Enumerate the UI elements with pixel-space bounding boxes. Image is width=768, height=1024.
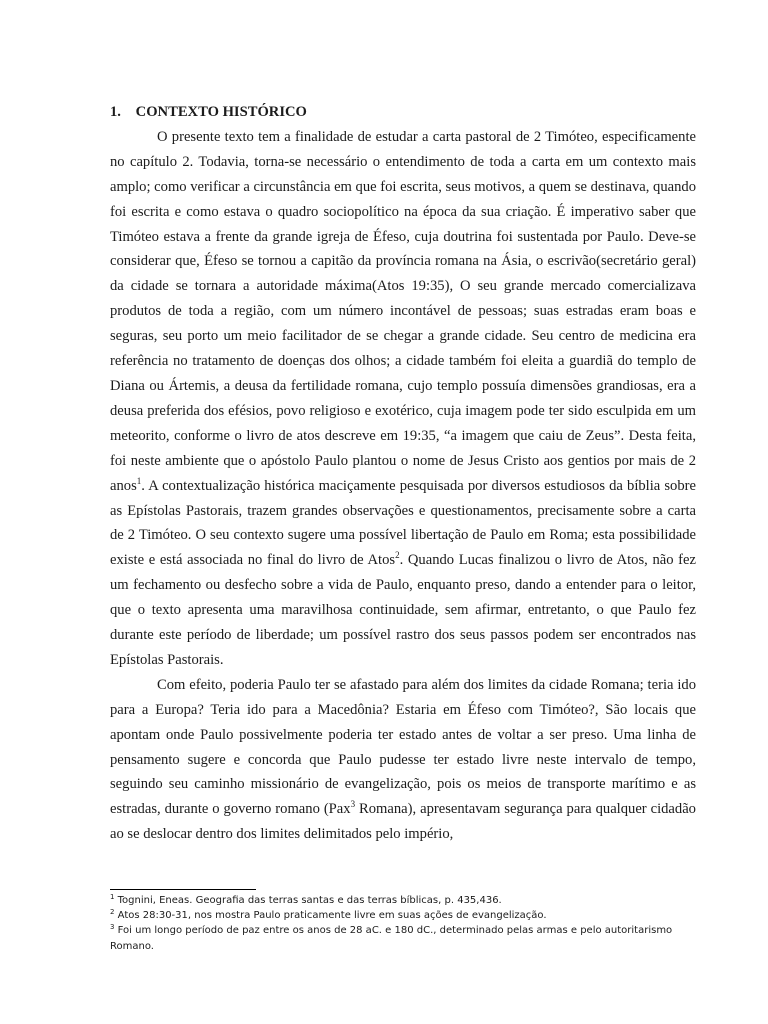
- section-title: CONTEXTO HISTÓRICO: [135, 104, 307, 120]
- footnote-separator: [110, 889, 256, 890]
- footnote-1-number: 1: [110, 893, 115, 901]
- footnote-1-text: Tognini, Eneas. Geografia das terras santas e das terras bíblicas, p. 435,436.: [114, 895, 502, 906]
- paragraph-2: [110, 673, 696, 847]
- paragraph-2-text-b: Romana), apresentavam segurança para qualquer cidadão ao se deslocar dentro dos limites delimitados pelo império,: [110, 801, 696, 843]
- document-page: [110, 96, 696, 847]
- footnotes: [110, 893, 700, 954]
- paragraph-1: [110, 125, 696, 673]
- paragraph-1-text-c: . Quando Lucas finalizou o livro de Atos, não fez um fechamento ou desfecho sobre a vida de Paulo, enquanto preso, dando a entender para o leitor, que o texto apresenta uma maravilhosa continuidade, sem afirmar, entretanto, o que Paulo fez durante este período de liberdade; um possível rastro dos seus passos podem ser encontrados nas Epístolas Pastorais.: [110, 552, 696, 668]
- footnote-ref-3: 3: [350, 799, 356, 810]
- section-heading: [110, 96, 696, 125]
- footnote-ref-1: 1: [136, 475, 142, 486]
- footnote-3-text: Foi um longo período de paz entre os anos de 28 aC. e 180 dC., determinado pelas armas e pelo autoritarismo Romano.: [110, 925, 673, 952]
- section-number: 1.: [110, 104, 121, 120]
- footnote-2: [110, 908, 700, 923]
- footnote-2-number: 2: [110, 908, 115, 917]
- footnote-1: [110, 893, 700, 908]
- paragraph-1-text-b: . A contextualização histórica maciçamente pesquisada por diversos estudiosos da bíblia sobre as Epístolas Pastorais, trazem grandes observações e questionamentos, precisamente sobre a carta de 2 Timóteo. O seu contexto sugere uma possível libertação de Paulo em Roma; esta possibilidade existe e está associada no final do livro de Atos: [110, 477, 696, 569]
- footnote-2-text: Atos 28:30-31, nos mostra Paulo praticamente livre em suas ações de evangelização.: [114, 910, 547, 922]
- paragraph-1-text-a: O presente texto tem a finalidade de estudar a carta pastoral de 2 Timóteo, especificamente no capítulo 2. Todavia, torna-se necessário o entendimento de toda a carta em um contexto mais amplo; como verificar a circunstância em que foi escrita, seus motivos, a quem se destinava, quando foi escrita e como estava o quadro sociopolítico na época da sua criação. É imperativo saber que Timóteo estava a frente da grande igreja de Éfeso, cuja doutrina foi sustentada por Paulo. Deve-se considerar que, Éfeso se tornou a capitão da província romana na Ásia, o escrivão(secretário geral) da cidade se tornara a autoridade máxima(Atos 19:35), O seu grande mercado comercializava produtos de toda a região, com um número incontável de pessoas; suas estradas eram boas e seguras, seu porto um meio facilitador de se chegar a grande cidade. Seu centro de medicina era referência no tratamento de doenças dos olhos; a cidade também foi eleita a guardiã do templo de Diana ou Ártemis, a deusa da fertilidade romana, cujo templo possuía dimensões grandiosas, era a deusa preferida dos efésios, povo religioso e exotérico, cuja imagem pode ter sido esculpida em um meteorito, conforme o livro de atos descreve em 19:35, “a imagem que caiu de Zeus”. Desta feita, foi neste ambiente que o apóstolo Paulo plantou o nome de Jesus Cristo aos gentios por mais de 2 anos: [110, 128, 696, 494]
- footnote-ref-2: 2: [395, 550, 400, 561]
- paragraph-2-text-a: Com efeito, poderia Paulo ter se afastado para além dos limites da cidade Romana; teria ido para a Europa? Teria ido para a Macedônia? Estaria em Éfeso com Timóteo?, São locais que apontam onde Paulo possivelmente poderia ter estado antes de voltar a ser preso. Uma linha de pensamento sugere e concorda que Paulo pudesse ter estado livre neste intervalo de tempo, seguindo seu caminho missionário de evangelização, pois os meios de transporte marítimo e as estradas, durante o governo romano (Pax: [110, 676, 696, 818]
- footnote-3-number: 3: [110, 923, 115, 932]
- footnote-3: [110, 923, 700, 953]
